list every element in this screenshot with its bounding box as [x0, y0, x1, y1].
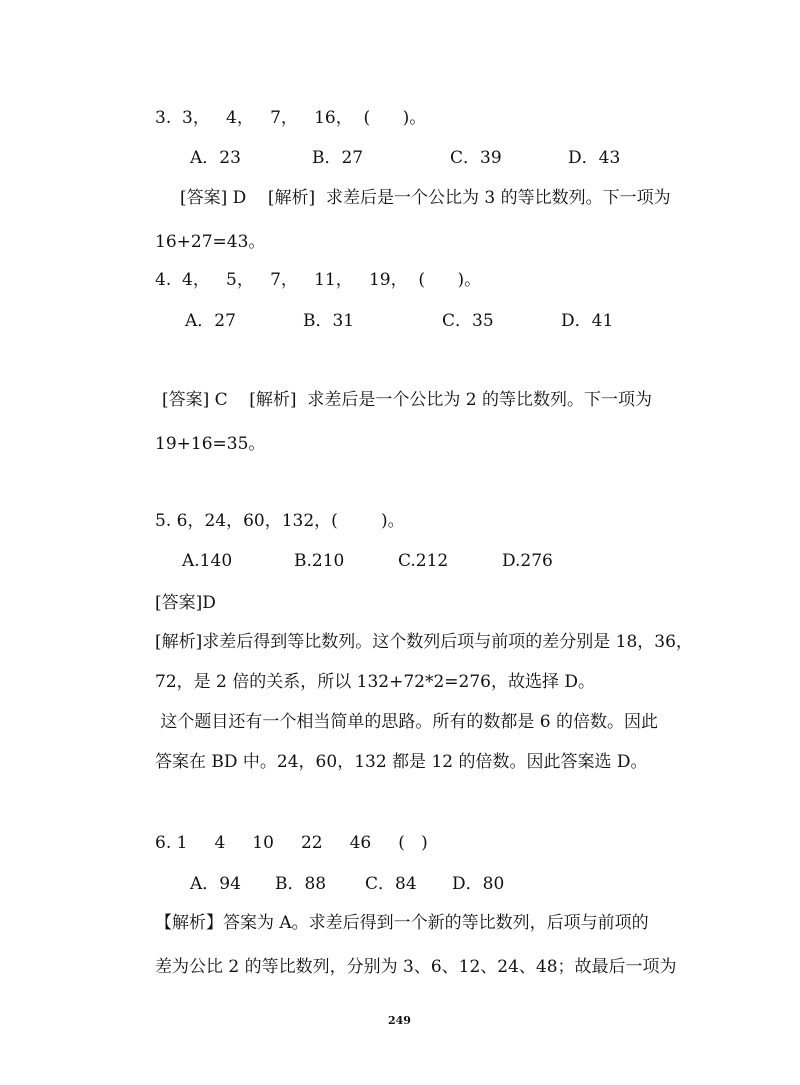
explanation-line: 这个题目还有一个相当简单的思路。所有的数都是 6 的倍数。因此 — [155, 712, 659, 732]
option-c: C.212 — [398, 551, 449, 571]
option-d: D．41 — [561, 311, 614, 331]
option-a: A．94 — [190, 874, 241, 894]
page-number: 249 — [388, 1014, 411, 1027]
option-d: D．43 — [568, 148, 621, 168]
option-d: D.276 — [502, 551, 553, 571]
explanation-line: [答案] C [解析] 求差后是一个公比为 2 的等比数列。下一项为 — [162, 390, 652, 410]
explanation-line: 差为公比 2 的等比数列，分别为 3、6、12、24、48；故最后一项为 — [155, 957, 677, 977]
option-c: C．35 — [442, 311, 494, 331]
option-a: A.140 — [182, 551, 233, 571]
explanation-line: [答案]D — [155, 593, 216, 613]
explanation-line: 19+16=35。 — [155, 434, 266, 454]
explanation-line: [解析]求差后得到等比数列。这个数列后项与前项的差分别是 18，36， — [155, 632, 693, 652]
option-b: B．27 — [312, 148, 364, 168]
option-a: A．23 — [190, 148, 241, 168]
question-4-stem: 4. 4， 5， 7， 11， 19， ( )。 — [155, 270, 482, 290]
option-d: D．80 — [452, 874, 505, 894]
option-c: C．84 — [365, 874, 417, 894]
option-b: B.210 — [294, 551, 345, 571]
explanation-line: 72，是 2 倍的关系，所以 132+72*2=276，故选择 D。 — [155, 672, 596, 692]
explanation-line: 答案在 BD 中。24，60，132 都是 12 的倍数。因此答案选 D。 — [155, 752, 648, 772]
explanation-line: [答案] D [解析] 求差后是一个公比为 3 的等比数列。下一项为 — [180, 188, 671, 208]
explanation-line: 16+27=43。 — [155, 232, 266, 252]
option-b: B．88 — [275, 874, 327, 894]
question-5-stem: 5. 6，24，60，132，( )。 — [155, 511, 405, 531]
option-c: C．39 — [450, 148, 502, 168]
option-b: B．31 — [303, 311, 355, 331]
question-6-stem: 6. 1 4 10 22 46 ( ) — [155, 833, 428, 853]
option-a: A．27 — [185, 311, 236, 331]
question-3-stem: 3. 3， 4， 7， 16， ( )。 — [155, 108, 427, 128]
explanation-line: 【解析】答案为 A。求差后得到一个新的等比数列，后项与前项的 — [155, 913, 649, 933]
